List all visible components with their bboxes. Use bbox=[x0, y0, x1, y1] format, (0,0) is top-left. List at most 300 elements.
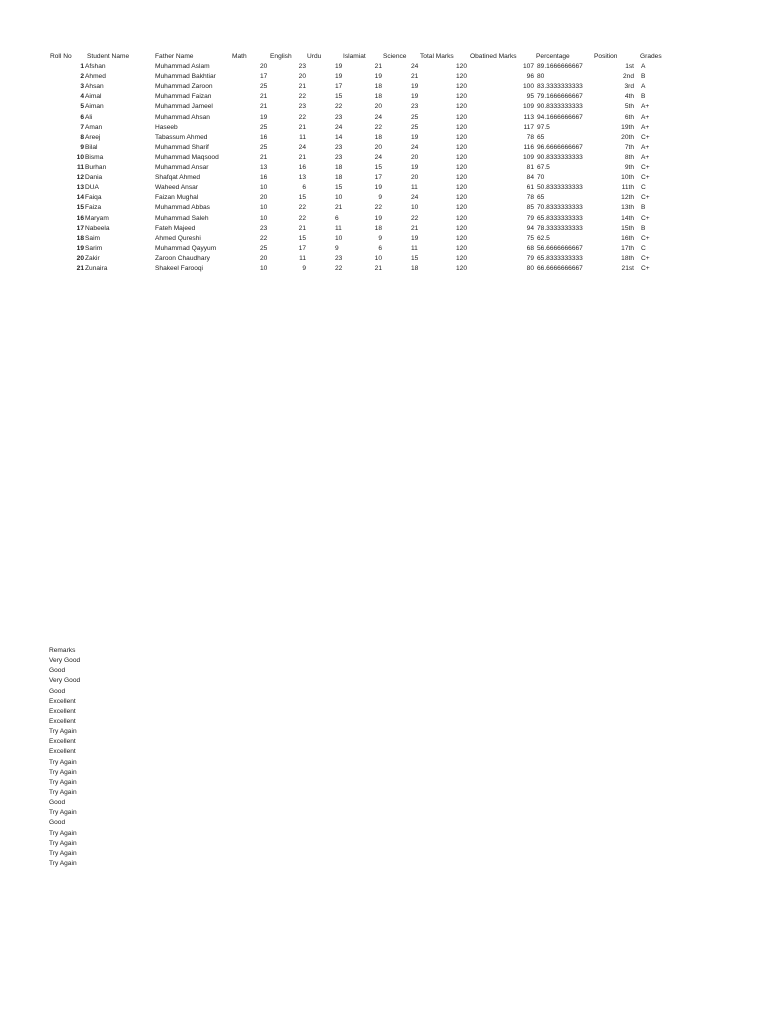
math-cell: 25 bbox=[260, 123, 268, 131]
urdu-cell: 15 bbox=[335, 93, 343, 101]
roll-no-cell: 1 bbox=[80, 63, 84, 71]
student-name-cell: Saim bbox=[85, 234, 101, 242]
english-cell: 24 bbox=[298, 143, 306, 151]
table-row bbox=[0, 193, 700, 203]
obtained-marks-cell: 75 bbox=[526, 234, 534, 242]
english-cell: 11 bbox=[299, 133, 306, 141]
roll-no-cell: 19 bbox=[76, 244, 84, 252]
student-name-cell: Faiqa bbox=[85, 194, 102, 202]
father-name-cell: Tabassum Ahmed bbox=[155, 133, 208, 141]
position-cell: 6th bbox=[624, 113, 634, 121]
father-name-cell: Muhammad Sharif bbox=[155, 143, 209, 151]
science-cell: 24 bbox=[411, 63, 419, 71]
father-name-cell: Muhammad Jameel bbox=[155, 103, 213, 111]
math-cell: 25 bbox=[260, 244, 268, 252]
roll-no-cell: 15 bbox=[76, 204, 84, 212]
percentage-cell: 80 bbox=[537, 73, 545, 81]
total-marks-cell: 120 bbox=[456, 244, 468, 252]
obtained-marks-cell: 61 bbox=[526, 184, 534, 192]
father-name-cell: Zaroon Chaudhary bbox=[155, 254, 210, 262]
roll-no-cell: 6 bbox=[80, 113, 84, 121]
grade-cell: A+ bbox=[641, 123, 650, 131]
islamiat-cell: 20 bbox=[374, 103, 382, 111]
grade-cell: A+ bbox=[641, 103, 650, 111]
islamiat-cell: 18 bbox=[374, 133, 382, 141]
percentage-cell: 56.6666666667 bbox=[537, 244, 583, 252]
header-math: Math bbox=[232, 53, 247, 60]
science-cell: 24 bbox=[411, 143, 419, 151]
father-name-cell: Haseeb bbox=[155, 123, 178, 131]
math-cell: 10 bbox=[260, 204, 268, 212]
position-cell: 17th bbox=[621, 244, 634, 252]
obtained-marks-cell: 117 bbox=[523, 123, 534, 131]
math-cell: 16 bbox=[260, 174, 268, 182]
science-cell: 19 bbox=[411, 133, 419, 141]
father-name-cell: Muhammad Qayyum bbox=[155, 244, 217, 252]
urdu-cell: 24 bbox=[335, 123, 343, 131]
student-name-cell: Zunaira bbox=[85, 264, 108, 272]
math-cell: 17 bbox=[260, 73, 268, 81]
science-cell: 19 bbox=[411, 164, 419, 172]
table-row bbox=[0, 234, 700, 244]
percentage-cell: 70 bbox=[537, 174, 545, 182]
total-marks-cell: 120 bbox=[456, 83, 468, 91]
science-cell: 21 bbox=[411, 73, 419, 81]
obtained-marks-cell: 68 bbox=[526, 244, 534, 252]
header-grades: Grades bbox=[640, 53, 662, 60]
roll-no-cell: 5 bbox=[80, 103, 84, 111]
english-cell: 21 bbox=[298, 83, 306, 91]
grade-cell: C+ bbox=[641, 254, 650, 262]
position-cell: 16th bbox=[621, 234, 634, 242]
table-row bbox=[0, 203, 700, 213]
position-cell: 15th bbox=[621, 224, 634, 232]
science-cell: 15 bbox=[411, 254, 419, 262]
islamiat-cell: 20 bbox=[374, 143, 382, 151]
position-cell: 2nd bbox=[622, 73, 634, 81]
urdu-cell: 15 bbox=[335, 184, 343, 192]
obtained-marks-cell: 96 bbox=[526, 73, 534, 81]
islamiat-cell: 21 bbox=[374, 264, 382, 272]
student-name-cell: Burhan bbox=[85, 164, 107, 172]
urdu-cell: 21 bbox=[335, 204, 343, 212]
father-name-cell: Waheed Ansar bbox=[155, 184, 199, 192]
science-cell: 25 bbox=[411, 123, 419, 131]
islamiat-cell: 18 bbox=[374, 224, 382, 232]
obtained-marks-cell: 113 bbox=[523, 113, 534, 121]
islamiat-cell: 18 bbox=[374, 83, 382, 91]
english-cell: 13 bbox=[298, 174, 306, 182]
grade-cell: C+ bbox=[641, 174, 650, 182]
header-student-name: Student Name bbox=[87, 53, 130, 60]
obtained-marks-cell: 100 bbox=[522, 83, 534, 91]
total-marks-cell: 120 bbox=[456, 264, 468, 272]
grade-cell: B bbox=[641, 73, 646, 81]
father-name-cell: Shakeel Farooqi bbox=[155, 264, 204, 272]
percentage-cell: 90.8333333333 bbox=[537, 153, 583, 161]
total-marks-cell: 120 bbox=[456, 224, 468, 232]
roll-no-cell: 12 bbox=[76, 174, 84, 182]
islamiat-cell: 17 bbox=[374, 174, 382, 182]
position-cell: 14th bbox=[621, 214, 634, 222]
math-cell: 10 bbox=[260, 264, 268, 272]
father-name-cell: Muhammad Saleh bbox=[155, 214, 209, 222]
english-cell: 21 bbox=[298, 224, 306, 232]
urdu-cell: 9 bbox=[335, 244, 339, 252]
urdu-cell: 19 bbox=[335, 63, 343, 71]
grade-cell: C+ bbox=[641, 234, 650, 242]
math-cell: 22 bbox=[260, 234, 268, 242]
student-name-cell: DUA bbox=[85, 184, 99, 192]
percentage-cell: 65 bbox=[537, 194, 545, 202]
math-cell: 21 bbox=[260, 153, 268, 161]
remark-item: Try Again bbox=[49, 809, 77, 817]
table-row bbox=[0, 264, 700, 274]
total-marks-cell: 120 bbox=[456, 133, 468, 141]
father-name-cell: Muhammad Ansar bbox=[155, 164, 209, 172]
position-cell: 21st bbox=[621, 264, 634, 272]
table-row bbox=[0, 62, 700, 72]
father-name-cell: Muhammad Abbas bbox=[155, 204, 210, 212]
table-row bbox=[0, 183, 700, 193]
father-name-cell: Muhammad Bakhtiar bbox=[155, 73, 216, 81]
remark-item: Good bbox=[49, 687, 66, 695]
remark-item: Try Again bbox=[49, 849, 77, 857]
percentage-cell: 89.1666666667 bbox=[537, 63, 583, 71]
remark-item: Excellent bbox=[49, 707, 76, 715]
total-marks-cell: 120 bbox=[456, 103, 468, 111]
header-position: Position bbox=[594, 53, 618, 60]
percentage-cell: 94.1666666667 bbox=[537, 113, 583, 121]
position-cell: 12th bbox=[621, 194, 634, 202]
english-cell: 21 bbox=[298, 153, 306, 161]
student-name-cell: Ahsan bbox=[85, 83, 104, 91]
roll-no-cell: 17 bbox=[76, 224, 84, 232]
english-cell: 20 bbox=[298, 73, 306, 81]
islamiat-cell: 18 bbox=[374, 93, 382, 101]
urdu-cell: 14 bbox=[335, 133, 343, 141]
percentage-cell: 62.5 bbox=[537, 234, 550, 242]
student-name-cell: Ahmed bbox=[85, 73, 106, 81]
islamiat-cell: 9 bbox=[378, 234, 382, 242]
english-cell: 21 bbox=[298, 123, 306, 131]
percentage-cell: 97.5 bbox=[537, 123, 550, 131]
remark-item: Excellent bbox=[49, 717, 76, 725]
english-cell: 11 bbox=[299, 254, 306, 262]
science-cell: 20 bbox=[411, 174, 419, 182]
roll-no-cell: 20 bbox=[76, 254, 84, 262]
student-name-cell: Nabeela bbox=[85, 224, 110, 232]
islamiat-cell: 19 bbox=[374, 184, 382, 192]
roll-no-cell: 3 bbox=[80, 83, 84, 91]
student-name-cell: Dania bbox=[85, 174, 103, 182]
science-cell: 10 bbox=[411, 204, 419, 212]
grade-cell: A+ bbox=[641, 143, 650, 151]
urdu-cell: 23 bbox=[335, 254, 343, 262]
total-marks-cell: 120 bbox=[456, 123, 468, 131]
header-row bbox=[0, 52, 700, 62]
science-cell: 21 bbox=[411, 224, 419, 232]
urdu-cell: 23 bbox=[335, 143, 343, 151]
obtained-marks-cell: 85 bbox=[526, 204, 534, 212]
remark-item: Try Again bbox=[49, 839, 77, 847]
grade-cell: A bbox=[641, 83, 646, 91]
percentage-cell: 65.8333333333 bbox=[537, 254, 583, 262]
header-roll-no: Roll No bbox=[50, 53, 72, 60]
position-cell: 13th bbox=[621, 204, 634, 212]
obtained-marks-cell: 84 bbox=[526, 174, 534, 182]
math-cell: 10 bbox=[260, 214, 268, 222]
roll-no-cell: 11 bbox=[77, 164, 84, 172]
father-name-cell: Faizan Mughal bbox=[155, 194, 199, 202]
math-cell: 20 bbox=[260, 194, 268, 202]
obtained-marks-cell: 109 bbox=[522, 153, 534, 161]
roll-no-cell: 2 bbox=[80, 73, 84, 81]
results-table bbox=[0, 52, 700, 274]
urdu-cell: 10 bbox=[335, 194, 343, 202]
table-row bbox=[0, 254, 700, 264]
science-cell: 11 bbox=[411, 184, 418, 192]
grade-cell: C bbox=[641, 184, 646, 192]
urdu-cell: 17 bbox=[335, 83, 343, 91]
remarks-header: Remarks bbox=[49, 647, 76, 654]
urdu-cell: 23 bbox=[335, 153, 343, 161]
science-cell: 18 bbox=[411, 264, 419, 272]
obtained-marks-cell: 79 bbox=[526, 254, 534, 262]
grade-cell: A bbox=[641, 63, 646, 71]
student-name-cell: Aiman bbox=[85, 103, 104, 111]
math-cell: 16 bbox=[260, 133, 268, 141]
father-name-cell: Fateh Majeed bbox=[155, 224, 196, 232]
math-cell: 20 bbox=[260, 254, 268, 262]
grade-cell: B bbox=[641, 204, 646, 212]
obtained-marks-cell: 109 bbox=[522, 103, 534, 111]
header-percentage: Percentage bbox=[536, 53, 570, 60]
position-cell: 18th bbox=[621, 254, 634, 262]
remark-item: Try Again bbox=[49, 859, 77, 867]
math-cell: 21 bbox=[260, 103, 268, 111]
table-row bbox=[0, 143, 700, 153]
percentage-cell: 96.6666666667 bbox=[537, 143, 583, 151]
science-cell: 24 bbox=[411, 194, 419, 202]
english-cell: 6 bbox=[302, 184, 306, 192]
total-marks-cell: 120 bbox=[456, 143, 468, 151]
islamiat-cell: 6 bbox=[378, 244, 382, 252]
science-cell: 22 bbox=[411, 214, 419, 222]
roll-no-cell: 9 bbox=[80, 143, 84, 151]
percentage-cell: 65.8333333333 bbox=[537, 214, 583, 222]
english-cell: 15 bbox=[298, 194, 306, 202]
total-marks-cell: 120 bbox=[456, 234, 468, 242]
father-name-cell: Muhammad Faizan bbox=[155, 93, 212, 101]
roll-no-cell: 14 bbox=[76, 194, 84, 202]
total-marks-cell: 120 bbox=[456, 93, 468, 101]
remark-item: Try Again bbox=[49, 758, 77, 766]
student-name-cell: Afshan bbox=[85, 63, 106, 71]
obtained-marks-cell: 78 bbox=[526, 133, 534, 141]
header-obtained-marks: Obatined Marks bbox=[470, 53, 517, 60]
remarks-column bbox=[49, 646, 80, 869]
islamiat-cell: 24 bbox=[374, 153, 382, 161]
table-row bbox=[0, 102, 700, 112]
header-father-name: Father Name bbox=[155, 53, 194, 60]
roll-no-cell: 16 bbox=[76, 214, 84, 222]
islamiat-cell: 19 bbox=[374, 214, 382, 222]
position-cell: 5th bbox=[624, 103, 634, 111]
urdu-cell: 19 bbox=[335, 73, 343, 81]
percentage-cell: 70.8333333333 bbox=[537, 204, 583, 212]
total-marks-cell: 120 bbox=[456, 63, 468, 71]
grade-cell: C+ bbox=[641, 194, 650, 202]
grade-cell: C+ bbox=[641, 164, 650, 172]
table-row bbox=[0, 224, 700, 234]
urdu-cell: 18 bbox=[335, 164, 343, 172]
roll-no-cell: 18 bbox=[76, 234, 84, 242]
position-cell: 8th bbox=[624, 153, 634, 161]
remark-item: Good bbox=[49, 667, 66, 675]
table-row bbox=[0, 82, 700, 92]
remark-item: Try Again bbox=[49, 778, 77, 786]
percentage-cell: 78.3333333333 bbox=[537, 224, 583, 232]
science-cell: 11 bbox=[411, 244, 418, 252]
total-marks-cell: 120 bbox=[456, 254, 468, 262]
header-islamiat: Islamiat bbox=[343, 53, 366, 60]
header-total-marks: Total Marks bbox=[420, 53, 454, 60]
remark-item: Try Again bbox=[49, 829, 77, 837]
obtained-marks-cell: 116 bbox=[523, 143, 534, 151]
islamiat-cell: 24 bbox=[374, 113, 382, 121]
islamiat-cell: 22 bbox=[374, 204, 382, 212]
table-row bbox=[0, 244, 700, 254]
science-cell: 19 bbox=[411, 83, 419, 91]
roll-no-cell: 7 bbox=[80, 123, 84, 131]
math-cell: 13 bbox=[260, 164, 268, 172]
math-cell: 20 bbox=[260, 63, 268, 71]
science-cell: 20 bbox=[411, 153, 419, 161]
roll-no-cell: 4 bbox=[80, 93, 84, 101]
islamiat-cell: 15 bbox=[374, 164, 382, 172]
obtained-marks-cell: 95 bbox=[526, 93, 534, 101]
english-cell: 22 bbox=[298, 204, 306, 212]
table-row bbox=[0, 92, 700, 102]
islamiat-cell: 9 bbox=[378, 194, 382, 202]
english-cell: 23 bbox=[298, 63, 306, 71]
position-cell: 9th bbox=[624, 164, 634, 172]
remark-item: Good bbox=[49, 819, 66, 827]
table-row bbox=[0, 214, 700, 224]
math-cell: 25 bbox=[260, 83, 268, 91]
grade-cell: C+ bbox=[641, 264, 650, 272]
total-marks-cell: 120 bbox=[456, 113, 468, 121]
student-name-cell: Aimal bbox=[85, 93, 102, 101]
position-cell: 11th bbox=[621, 184, 634, 192]
table-body bbox=[0, 62, 700, 274]
english-cell: 23 bbox=[298, 103, 306, 111]
percentage-cell: 79.1666666667 bbox=[537, 93, 583, 101]
english-cell: 22 bbox=[298, 214, 306, 222]
obtained-marks-cell: 107 bbox=[522, 63, 534, 71]
header-english: English bbox=[270, 53, 292, 60]
math-cell: 25 bbox=[260, 143, 268, 151]
english-cell: 16 bbox=[298, 164, 306, 172]
remark-item: Try Again bbox=[49, 728, 77, 736]
total-marks-cell: 120 bbox=[456, 164, 468, 172]
urdu-cell: 22 bbox=[335, 264, 343, 272]
islamiat-cell: 22 bbox=[374, 123, 382, 131]
obtained-marks-cell: 81 bbox=[526, 164, 534, 172]
math-cell: 21 bbox=[260, 93, 268, 101]
student-name-cell: Bilal bbox=[85, 143, 98, 151]
total-marks-cell: 120 bbox=[456, 73, 468, 81]
urdu-cell: 18 bbox=[335, 174, 343, 182]
grade-cell: B bbox=[641, 93, 646, 101]
total-marks-cell: 120 bbox=[456, 153, 468, 161]
table-row bbox=[0, 153, 700, 163]
roll-no-cell: 13 bbox=[76, 184, 84, 192]
position-cell: 3rd bbox=[624, 83, 634, 91]
english-cell: 17 bbox=[298, 244, 306, 252]
remark-item: Try Again bbox=[49, 768, 77, 776]
science-cell: 25 bbox=[411, 113, 419, 121]
father-name-cell: Muhammad Zaroon bbox=[155, 83, 213, 91]
urdu-cell: 6 bbox=[335, 214, 339, 222]
percentage-cell: 66.6666666667 bbox=[537, 264, 583, 272]
science-cell: 23 bbox=[411, 103, 419, 111]
urdu-cell: 22 bbox=[335, 103, 343, 111]
english-cell: 9 bbox=[302, 264, 306, 272]
position-cell: 1st bbox=[625, 63, 634, 71]
islamiat-cell: 21 bbox=[374, 63, 382, 71]
total-marks-cell: 120 bbox=[456, 204, 468, 212]
student-name-cell: Bisma bbox=[85, 153, 104, 161]
student-name-cell: Zakir bbox=[85, 254, 100, 262]
total-marks-cell: 120 bbox=[456, 174, 468, 182]
remark-item: Try Again bbox=[49, 788, 77, 796]
math-cell: 10 bbox=[260, 184, 268, 192]
science-cell: 19 bbox=[411, 93, 419, 101]
percentage-cell: 67.5 bbox=[537, 164, 550, 172]
table-row bbox=[0, 133, 700, 143]
student-name-cell: Maryam bbox=[85, 214, 109, 222]
percentage-cell: 90.8333333333 bbox=[537, 103, 583, 111]
table-row bbox=[0, 123, 700, 133]
percentage-cell: 50.8333333333 bbox=[537, 184, 583, 192]
header-science: Science bbox=[383, 53, 407, 60]
grade-cell: C+ bbox=[641, 214, 650, 222]
student-name-cell: Sarim bbox=[85, 244, 103, 252]
grade-cell: A+ bbox=[641, 153, 650, 161]
table-row bbox=[0, 72, 700, 82]
table-row bbox=[0, 173, 700, 183]
student-name-cell: Aman bbox=[85, 123, 103, 131]
english-cell: 22 bbox=[298, 93, 306, 101]
percentage-cell: 65 bbox=[537, 133, 545, 141]
science-cell: 19 bbox=[411, 234, 419, 242]
percentage-cell: 83.3333333333 bbox=[537, 83, 583, 91]
roll-no-cell: 21 bbox=[76, 264, 84, 272]
islamiat-cell: 19 bbox=[374, 73, 382, 81]
header-urdu: Urdu bbox=[307, 53, 322, 60]
father-name-cell: Muhammad Ahsan bbox=[155, 113, 210, 121]
obtained-marks-cell: 80 bbox=[526, 264, 534, 272]
math-cell: 23 bbox=[260, 224, 268, 232]
grade-cell: C+ bbox=[641, 133, 650, 141]
urdu-cell: 23 bbox=[335, 113, 343, 121]
obtained-marks-cell: 78 bbox=[526, 194, 534, 202]
student-name-cell: Ali bbox=[85, 113, 93, 121]
urdu-cell: 10 bbox=[335, 234, 343, 242]
islamiat-cell: 10 bbox=[374, 254, 382, 262]
